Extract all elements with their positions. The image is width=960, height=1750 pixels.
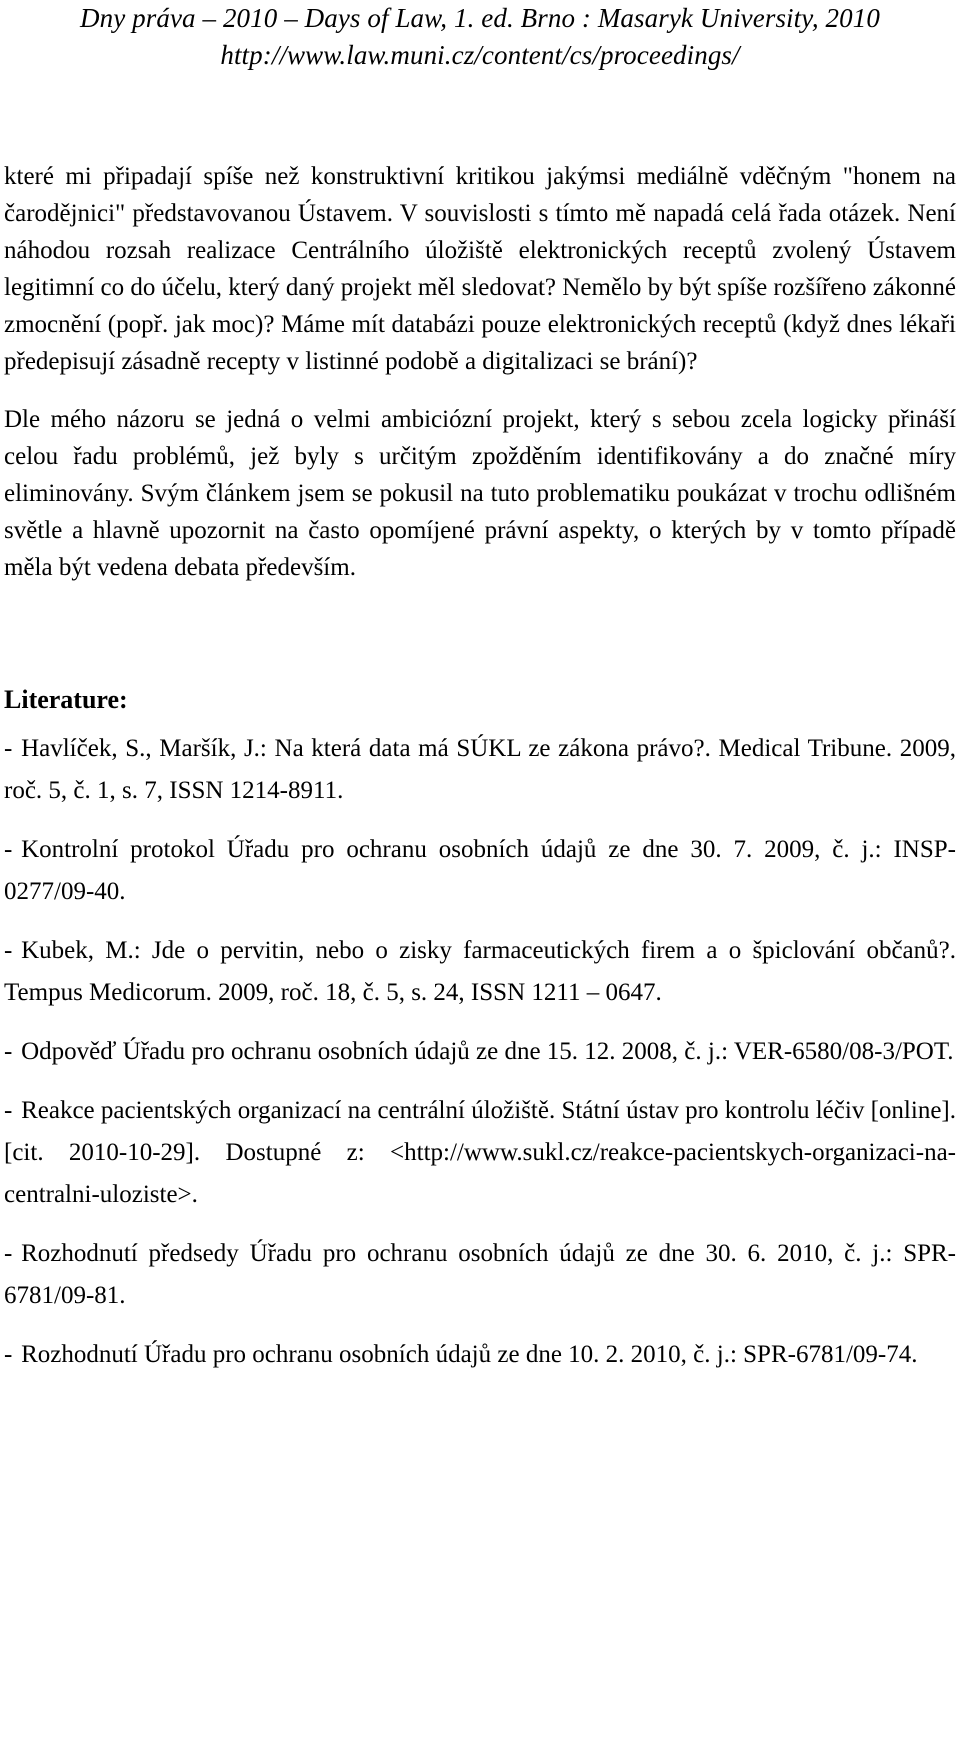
- list-dash: -: [4, 836, 13, 863]
- running-header: [0, 0, 960, 74]
- paragraph-1: které mi připadají spíše než konstruktivní kritikou jakýmsi mediálně vděčným "honem na čarodějnici" představovanou Ústavem. V souvislosti s tímto mě napadá celá řada otázek. Není náhodou rozsah realizace Centrálního úložiště elektronických receptů zvolený Ústavem legitimní co do účelu, který daný projekt měl sledovat? Nemělo by být spíše rozšířeno zákonné zmocnění (popř. jak moc)? Máme mít databázi pouze elektronických receptů (když dnes lékaři předepisují zásadně recepty v listinné podobě a digitalizaci se brání)?: [4, 163, 956, 375]
- list-dash: -: [4, 1240, 13, 1267]
- literature-item: [4, 930, 956, 1014]
- literature-item-text: Rozhodnutí předsedy Úřadu pro ochranu osobních údajů ze dne 30. 6. 2010, č. j.: SPR-6781/09-81.: [4, 1240, 956, 1309]
- literature-item: [4, 728, 956, 812]
- list-dash: -: [4, 1097, 13, 1124]
- list-dash: -: [4, 937, 13, 964]
- literature-item: [4, 1031, 956, 1073]
- literature-item: [4, 1233, 956, 1317]
- header-url: http://www.law.muni.cz/content/cs/proceedings/: [220, 40, 740, 70]
- literature-item-text: Havlíček, S., Maršík, J.: Na která data má SÚKL ze zákona právo?. Medical Tribune. 2009, roč. 5, č. 1, s. 7, ISSN 1214-8911.: [4, 735, 956, 804]
- literature-item-text: Reakce pacientských organizací na centrální úložiště. Státní ústav pro kontrolu léčiv [online]. [cit. 2010-10-29]. Dostupné z: <http://www.sukl.cz/reakce-pacientskych-organizaci-na-centralni-uloziste>.: [4, 1097, 956, 1208]
- literature-item-text: Odpověď Úřadu pro ochranu osobních údajů ze dne 15. 12. 2008, č. j.: VER-6580/08-3/POT.: [21, 1038, 954, 1065]
- literature-list: [4, 728, 956, 1376]
- literature-item-text: Kontrolní protokol Úřadu pro ochranu osobních údajů ze dne 30. 7. 2009, č. j.: INSP-0277/09-40.: [4, 836, 956, 905]
- literature-item: [4, 829, 956, 913]
- list-dash: -: [4, 1341, 13, 1368]
- list-dash: -: [4, 1038, 13, 1065]
- header-citation: Dny práva – 2010 – Days of Law, 1. ed. Brno : Masaryk University, 2010: [80, 3, 880, 33]
- literature-item-text: Rozhodnutí Úřadu pro ochranu osobních údajů ze dne 10. 2. 2010, č. j.: SPR-6781/09-74.: [21, 1341, 918, 1368]
- literature-item-text: Kubek, M.: Jde o pervitin, nebo o zisky farmaceutických firem a o špiclování občanů?. Tempus Medicorum. 2009, roč. 18, č. 5, s. 24, ISSN 1211 – 0647.: [4, 937, 956, 1006]
- document-body: [4, 158, 956, 1376]
- literature-heading: Literature:: [4, 685, 128, 714]
- paragraph-2: Dle mého názoru se jedná o velmi ambiciózní projekt, který s sebou zcela logicky přináší celou řadu problémů, jež byly s určitým zpožděním identifikovány a do značné míry eliminovány. Svým článkem jsem se pokusil na tuto problematiku poukázat v trochu odlišném světle a hlavně upozornit na často opomíjené právní aspekty, o kterých by v tomto případě měla být vedena debata především.: [4, 406, 956, 581]
- literature-item: [4, 1090, 956, 1216]
- list-dash: -: [4, 735, 13, 762]
- literature-item: [4, 1334, 956, 1376]
